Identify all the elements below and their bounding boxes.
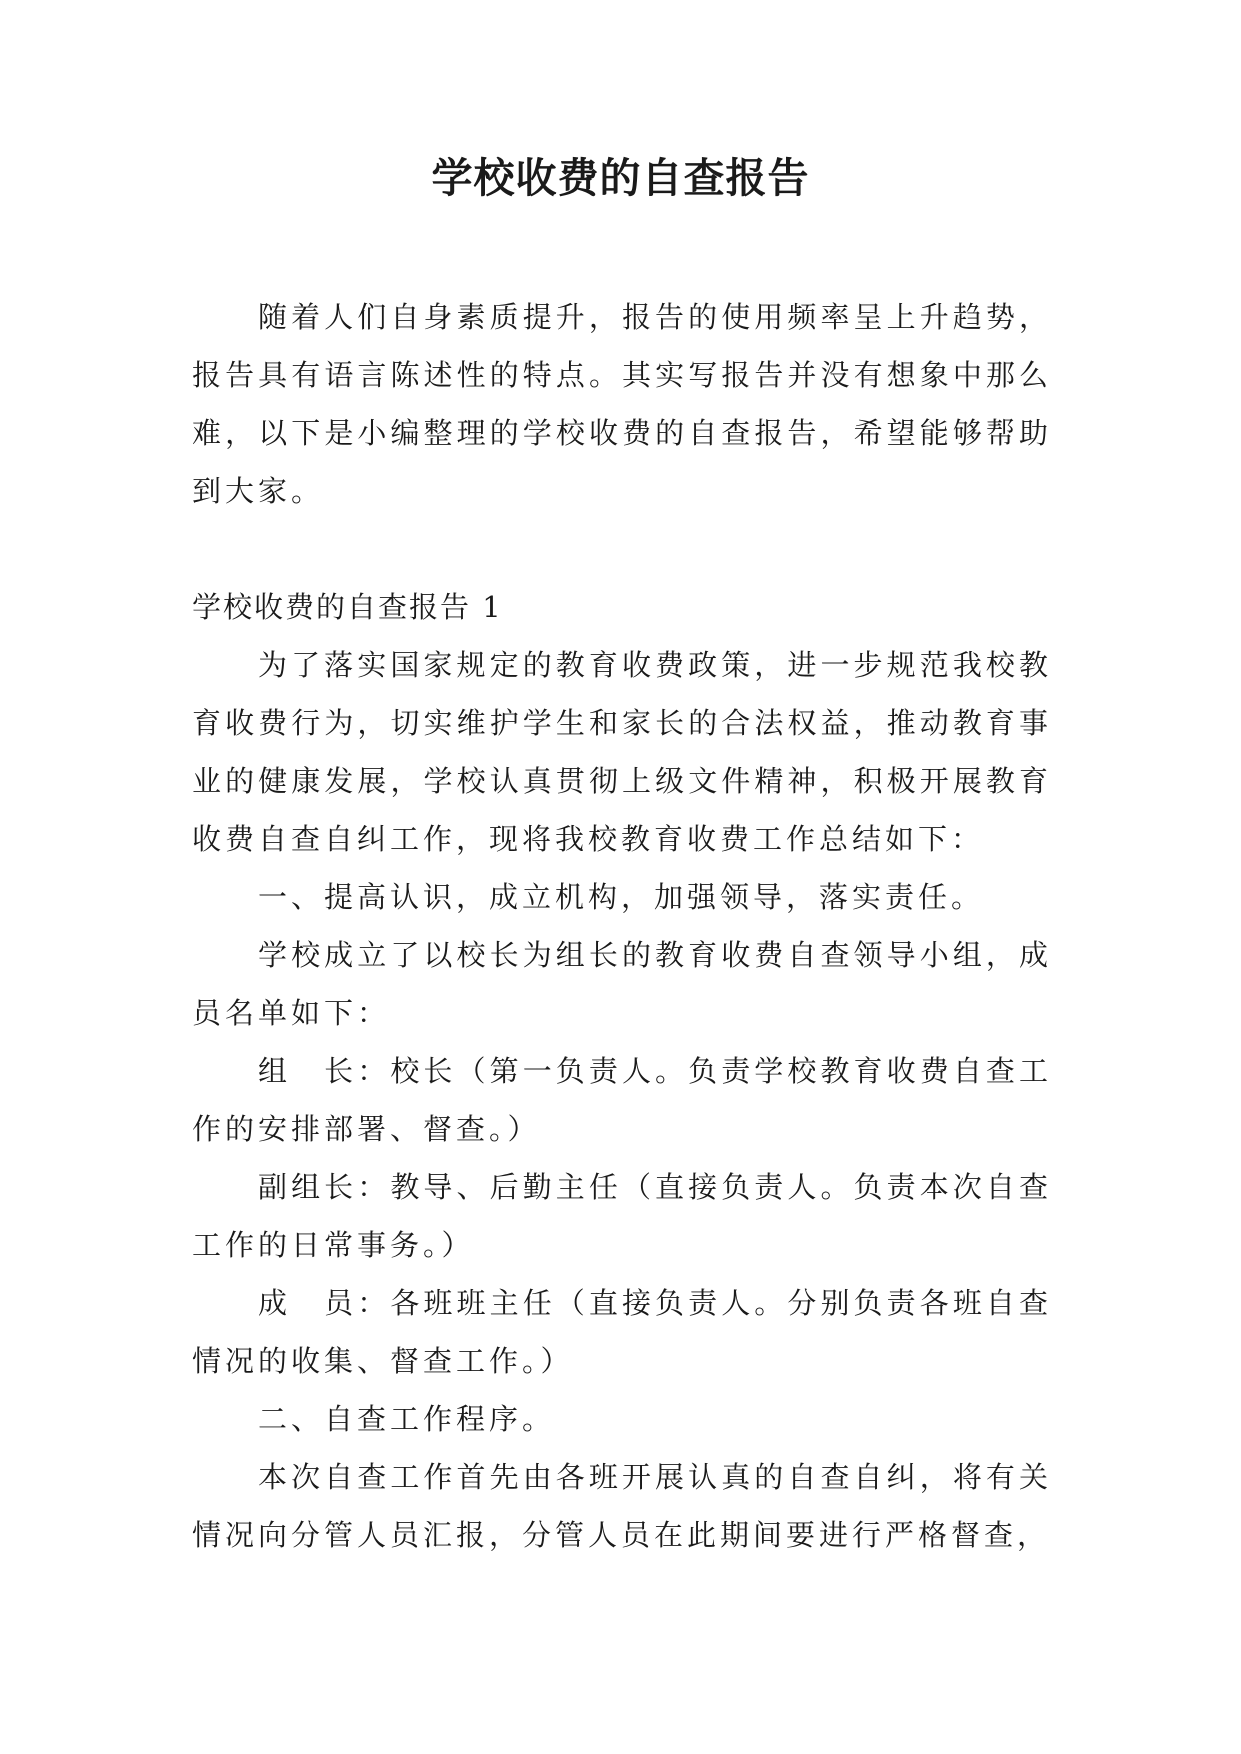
paragraph-heading-two: 二、自查工作程序。 [258, 1402, 556, 1436]
section-heading: 学校收费的自查报告 1 [192, 590, 503, 624]
paragraph-heading-one: 一、提高认识，成立机构，加强领导，落实责任。 [258, 880, 985, 914]
paragraph-deputy: 副组长：教导、后勤主任（直接负责人。负责本次自查工作的日常事务。） [192, 1170, 1052, 1262]
document-title: 学校收费的自查报告 [431, 154, 810, 202]
document-body [192, 288, 1052, 1564]
paragraph-members: 成 员：各班班主任（直接负责人。分别负责各班自查情况的收集、督查工作。） [192, 1286, 1052, 1378]
paragraph-leader: 组 长：校长（第一负责人。负责学校教育收费自查工作的安排部署、督查。） [192, 1054, 1052, 1146]
paragraph-procedure: 本次自查工作首先由各班开展认真的自查自纠，将有关情况向分管人员汇报，分管人员在此期间要进行严格督查， [192, 1460, 1052, 1552]
paragraph-policy: 为了落实国家规定的教育收费政策，进一步规范我校教育收费行为，切实维护学生和家长的合法权益，推动教育事业的健康发展，学校认真贯彻上级文件精神，积极开展教育收费自查自纠工作，现将我校教育收费工作总结如下： [192, 648, 1052, 856]
intro-paragraph: 随着人们自身素质提升，报告的使用频率呈上升趋势，报告具有语言陈述性的特点。其实写报告并没有想象中那么难，以下是小编整理的学校收费的自查报告，希望能够帮助到大家。 [192, 300, 1052, 508]
paragraph-group: 学校成立了以校长为组长的教育收费自查领导小组，成员名单如下： [192, 938, 1052, 1030]
